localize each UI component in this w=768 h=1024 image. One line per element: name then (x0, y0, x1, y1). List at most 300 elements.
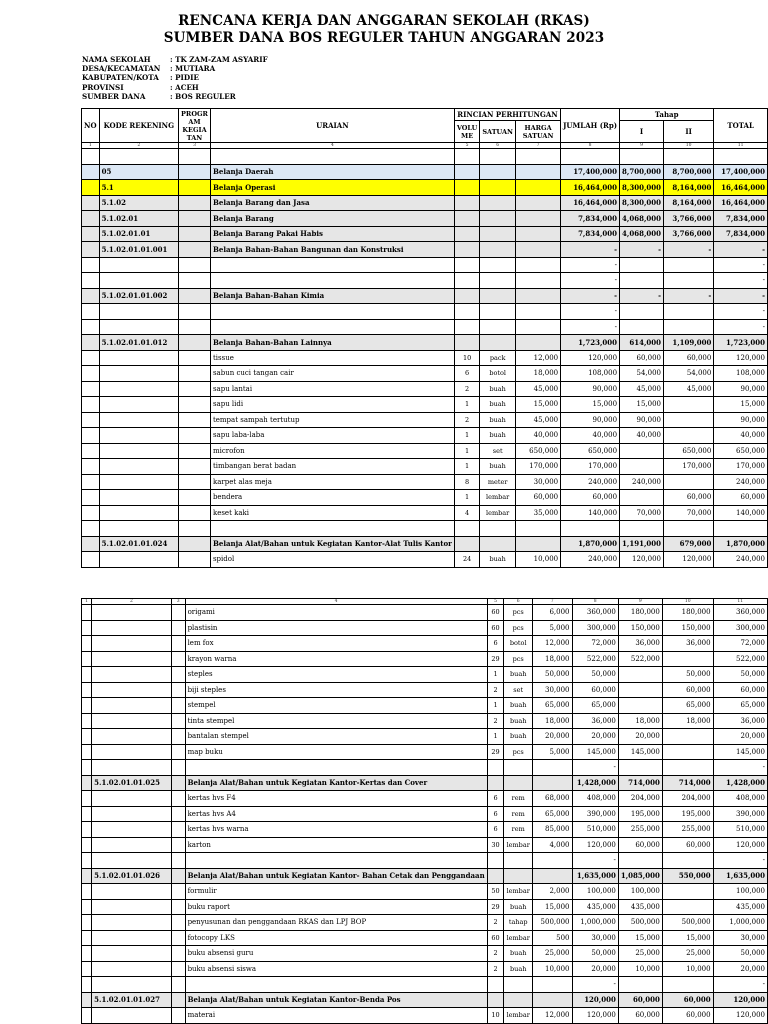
table-cell (620, 304, 664, 320)
table-cell: 18,000 (532, 651, 572, 667)
table-row (82, 713, 768, 729)
info-row (82, 55, 268, 64)
table-cell (179, 459, 211, 475)
table-cell: 35,000 (516, 505, 561, 521)
table-cell: 8 (454, 474, 479, 490)
table-cell: 60,000 (561, 490, 620, 506)
table-cell: 108,000 (714, 366, 768, 382)
table-cell (171, 837, 185, 853)
table-cell: 1 (487, 698, 504, 714)
table-cell (454, 304, 479, 320)
table-row (82, 977, 768, 993)
table-cell: 100,000 (713, 884, 767, 900)
table-cell: 140,000 (714, 505, 768, 521)
table-cell: tinta stempel (185, 713, 487, 729)
table-cell: - (664, 242, 714, 258)
table-cell (179, 180, 211, 196)
table-cell: 5.1.02.01 (99, 211, 178, 227)
table-cell: Belanja Alat/Bahan untuk Kegiatan Kantor-Alat Tulis Kantor (210, 536, 454, 552)
table-cell: rem (504, 791, 533, 807)
info-label: PROVINSI (82, 82, 124, 92)
table-cell (82, 195, 100, 211)
table-cell: 108,000 (561, 366, 620, 382)
table-cell: lembar (480, 490, 516, 506)
account-row (82, 536, 768, 552)
table-cell: 170,000 (664, 459, 714, 475)
table-cell (210, 319, 454, 335)
table-cell (454, 149, 479, 165)
table-cell: 5.1.02.01.01.012 (99, 335, 178, 351)
table-cell: - (664, 288, 714, 304)
info-row (82, 73, 268, 82)
table-cell: 522,000 (572, 651, 618, 667)
account-row (82, 195, 768, 211)
table-cell: 614,000 (620, 335, 664, 351)
table-cell: 240,000 (561, 552, 620, 568)
table-cell: 16,464,000 (714, 180, 768, 196)
table-cell: 05 (99, 164, 178, 180)
table-cell (82, 366, 100, 382)
table-row (82, 791, 768, 807)
table-cell (454, 164, 479, 180)
table-cell (480, 319, 516, 335)
table-cell (92, 636, 172, 652)
table-cell (210, 149, 454, 165)
table-row (82, 412, 768, 428)
table-cell: 12,000 (532, 636, 572, 652)
table-cell (480, 195, 516, 211)
table-cell (454, 242, 479, 258)
table-cell: 170,000 (516, 459, 561, 475)
table-cell: 522,000 (618, 651, 662, 667)
table-cell: 255,000 (618, 822, 662, 838)
table-cell (487, 853, 504, 869)
table-cell (454, 335, 479, 351)
table-cell (92, 698, 172, 714)
table-cell: 204,000 (662, 791, 713, 807)
table-cell (82, 149, 100, 165)
table-cell: 6 (487, 791, 504, 807)
table-cell (662, 651, 713, 667)
account-row (82, 211, 768, 227)
table-cell (82, 667, 92, 683)
table-row (82, 319, 768, 335)
table-cell: lembar (504, 884, 533, 900)
table-cell: 6 (487, 636, 504, 652)
table-cell (179, 257, 211, 273)
table-cell: - (714, 242, 768, 258)
table-cell (92, 930, 172, 946)
table-cell (179, 304, 211, 320)
table-cell: pcs (504, 651, 533, 667)
table-cell: plastisin (185, 620, 487, 636)
table-cell (82, 775, 92, 791)
header-tahap-1: I (620, 121, 664, 143)
table-cell (714, 521, 768, 537)
table-cell: pcs (504, 744, 533, 760)
header-tahap-2: II (664, 121, 714, 143)
table-cell (516, 319, 561, 335)
table-cell (664, 474, 714, 490)
table-cell (179, 149, 211, 165)
table-cell: tempat sampah tertutup (210, 412, 454, 428)
table-cell: 1,870,000 (561, 536, 620, 552)
table-cell: 8,300,000 (620, 195, 664, 211)
table-cell: 40,000 (714, 428, 768, 444)
table-cell (210, 304, 454, 320)
table-cell (504, 760, 533, 776)
table-cell (454, 319, 479, 335)
table-cell (487, 868, 504, 884)
table-cell: 18,000 (532, 713, 572, 729)
table-row (82, 806, 768, 822)
table-cell (516, 335, 561, 351)
table-cell: buah (504, 946, 533, 962)
table-cell (480, 335, 516, 351)
table-cell: sapu lantai (210, 381, 454, 397)
table-cell (82, 899, 92, 915)
table-cell (179, 211, 211, 227)
account-row (82, 868, 768, 884)
table-row (82, 729, 768, 745)
table-cell (82, 521, 100, 537)
table-cell: 65,000 (713, 698, 767, 714)
table-cell: 10,000 (662, 961, 713, 977)
table-row (82, 459, 768, 475)
table-cell (454, 257, 479, 273)
table-cell (82, 946, 92, 962)
table-cell (662, 884, 713, 900)
table-cell (92, 791, 172, 807)
table-cell: 45,000 (664, 381, 714, 397)
table-cell (618, 682, 662, 698)
table-cell: 65,000 (532, 698, 572, 714)
table-cell (664, 257, 714, 273)
table-cell: 70,000 (664, 505, 714, 521)
table-cell (620, 443, 664, 459)
table-cell (82, 853, 92, 869)
table-cell: timbangan berat badan (210, 459, 454, 475)
table-cell: Belanja Bahan-Bahan Bangunan dan Konstruksi (210, 242, 454, 258)
table-cell: 360,000 (572, 605, 618, 621)
school-info (82, 55, 268, 101)
account-row (82, 335, 768, 351)
table-cell: 36,000 (572, 713, 618, 729)
table-cell: 2 (487, 946, 504, 962)
table-cell (179, 428, 211, 444)
table-cell (179, 474, 211, 490)
table-cell: buah (504, 729, 533, 745)
table-cell: 65,000 (532, 806, 572, 822)
table-cell: 40,000 (516, 428, 561, 444)
table-cell: lem fox (185, 636, 487, 652)
table-cell: 18,000 (662, 713, 713, 729)
table-cell (618, 667, 662, 683)
table-cell: 120,000 (620, 552, 664, 568)
table-cell: 60,000 (662, 992, 713, 1008)
table-cell: sapu laba-laba (210, 428, 454, 444)
table-cell (618, 698, 662, 714)
table-cell (82, 713, 92, 729)
table-cell: buah (504, 698, 533, 714)
table-cell: Belanja Alat/Bahan untuk Kegiatan Kantor-Benda Pos (185, 992, 487, 1008)
table-cell: 8,700,000 (664, 164, 714, 180)
table-cell (99, 366, 178, 382)
table-cell (171, 899, 185, 915)
table-cell: 24 (454, 552, 479, 568)
table-cell (92, 651, 172, 667)
table-row (82, 946, 768, 962)
table-cell: set (480, 443, 516, 459)
table-cell (92, 853, 172, 869)
table-cell: 1,109,000 (664, 335, 714, 351)
table-cell: 8,164,000 (664, 180, 714, 196)
table-cell: 714,000 (618, 775, 662, 791)
table-cell (185, 853, 487, 869)
table-cell (92, 977, 172, 993)
table-cell: buah (504, 961, 533, 977)
table-row (82, 651, 768, 667)
table-cell: 7,834,000 (561, 211, 620, 227)
table-cell (516, 226, 561, 242)
table-cell: - (561, 257, 620, 273)
column-number: 11 (713, 599, 767, 605)
table-cell: Belanja Daerah (210, 164, 454, 180)
table-cell: 145,000 (713, 744, 767, 760)
table-cell: 5.1.02.01.01.025 (92, 775, 172, 791)
table-cell: 5.1 (99, 180, 178, 196)
table-cell: Belanja Barang Pakai Habis (210, 226, 454, 242)
table-cell: buah (480, 381, 516, 397)
table-cell (171, 806, 185, 822)
column-number: 3 (179, 143, 211, 149)
table-cell: 650,000 (714, 443, 768, 459)
table-cell: 1,191,000 (620, 536, 664, 552)
table-cell: 50,000 (713, 667, 767, 683)
table-cell: 45,000 (516, 412, 561, 428)
column-number: 1 (82, 599, 92, 605)
table-cell (171, 946, 185, 962)
table-cell (664, 149, 714, 165)
table-cell: 16,464,000 (561, 180, 620, 196)
rkas-table-page2 (81, 598, 768, 1024)
table-cell: 5,000 (532, 744, 572, 760)
table-cell (480, 288, 516, 304)
table-cell: 54,000 (620, 366, 664, 382)
table-cell (82, 884, 92, 900)
table-cell (532, 853, 572, 869)
table-cell: 1 (454, 443, 479, 459)
table-cell: - (713, 760, 767, 776)
table-cell (82, 164, 100, 180)
table-cell (480, 242, 516, 258)
table-cell (620, 490, 664, 506)
table-row (82, 474, 768, 490)
table-cell: 408,000 (713, 791, 767, 807)
table-cell (516, 257, 561, 273)
table-cell: 180,000 (662, 605, 713, 621)
header-program-kegiatan: PROGR AM KEGIA TAN (179, 109, 211, 143)
table-cell: 25,000 (532, 946, 572, 962)
table-cell (92, 605, 172, 621)
table-cell (171, 822, 185, 838)
table-row (82, 620, 768, 636)
table-cell (82, 552, 100, 568)
table-cell (179, 319, 211, 335)
table-cell (99, 474, 178, 490)
table-cell (82, 729, 92, 745)
table-cell: 15,000 (516, 397, 561, 413)
table-cell: 2 (454, 412, 479, 428)
table-cell: lembar (504, 930, 533, 946)
table-cell (82, 837, 92, 853)
table-cell (480, 180, 516, 196)
table-cell: 10,000 (618, 961, 662, 977)
table-cell: 240,000 (561, 474, 620, 490)
table-cell: 4 (454, 505, 479, 521)
table-cell: 1,428,000 (572, 775, 618, 791)
table-cell: meter (480, 474, 516, 490)
table-cell (454, 273, 479, 289)
table-cell (504, 992, 533, 1008)
table-cell: buah (504, 899, 533, 915)
table-cell (171, 791, 185, 807)
table-cell: 510,000 (572, 822, 618, 838)
table-cell: 30 (487, 837, 504, 853)
table-cell (82, 257, 100, 273)
table-cell: - (572, 760, 618, 776)
table-cell (82, 992, 92, 1008)
table-cell: 50,000 (713, 946, 767, 962)
account-row (82, 180, 768, 196)
table-cell: 150,000 (662, 620, 713, 636)
column-number: 9 (620, 143, 664, 149)
table-cell: 140,000 (561, 505, 620, 521)
table-cell (179, 381, 211, 397)
table-cell (210, 273, 454, 289)
table-cell: set (504, 682, 533, 698)
table-cell (92, 729, 172, 745)
table-cell (516, 180, 561, 196)
table-cell (171, 698, 185, 714)
table-cell: 20,000 (572, 961, 618, 977)
table-cell (179, 490, 211, 506)
table-cell (99, 428, 178, 444)
table-cell: 1 (454, 397, 479, 413)
table-cell (662, 899, 713, 915)
table-cell (99, 257, 178, 273)
table-row (82, 552, 768, 568)
table-cell (92, 744, 172, 760)
account-row (82, 226, 768, 242)
table-cell: buah (480, 412, 516, 428)
table-cell: 255,000 (662, 822, 713, 838)
column-number: 5 (454, 143, 479, 149)
table-cell (82, 335, 100, 351)
table-cell (454, 226, 479, 242)
table-cell (179, 505, 211, 521)
table-cell: 500 (532, 930, 572, 946)
table-cell: 360,000 (713, 605, 767, 621)
table-cell: 20,000 (572, 729, 618, 745)
table-cell: 7,834,000 (714, 226, 768, 242)
table-cell: 500,000 (662, 915, 713, 931)
table-cell: 70,000 (620, 505, 664, 521)
table-cell: 15,000 (532, 899, 572, 915)
table-cell: 4,000 (532, 837, 572, 853)
table-cell (99, 149, 178, 165)
table-cell: 180,000 (618, 605, 662, 621)
table-cell: bantalan stempel (185, 729, 487, 745)
table-cell: buah (480, 428, 516, 444)
table-cell (210, 257, 454, 273)
table-cell: 20,000 (713, 961, 767, 977)
table-cell (99, 443, 178, 459)
table-cell (171, 977, 185, 993)
table-cell (516, 211, 561, 227)
table-cell (664, 319, 714, 335)
table-cell: 510,000 (713, 822, 767, 838)
table-cell: 30,000 (532, 682, 572, 698)
table-cell: 100,000 (618, 884, 662, 900)
table-cell: 650,000 (561, 443, 620, 459)
table-cell: 1,085,000 (618, 868, 662, 884)
table-cell (516, 288, 561, 304)
table-cell: - (714, 319, 768, 335)
info-value: : PIDIE (170, 73, 199, 83)
table-cell: 170,000 (561, 459, 620, 475)
header-uraian: URAIAN (210, 109, 454, 143)
table-cell: microfon (210, 443, 454, 459)
table-cell: 10 (487, 1008, 504, 1024)
table-cell: 60,000 (620, 350, 664, 366)
table-cell: lembar (504, 1008, 533, 1024)
table-cell: 12,000 (532, 1008, 572, 1024)
table-cell (82, 242, 100, 258)
table-row (82, 930, 768, 946)
table-cell (487, 760, 504, 776)
table-cell (532, 992, 572, 1008)
header-volume: VOLU ME (454, 121, 479, 143)
table-cell: - (714, 273, 768, 289)
table-cell: 2 (454, 381, 479, 397)
table-cell (516, 273, 561, 289)
table-cell (82, 620, 92, 636)
table-cell: 3,766,000 (664, 226, 714, 242)
table-cell: 650,000 (516, 443, 561, 459)
table-cell (662, 744, 713, 760)
table-cell: 120,000 (714, 350, 768, 366)
column-number: 6 (504, 599, 533, 605)
table-cell: 5,000 (532, 620, 572, 636)
table-cell (171, 884, 185, 900)
table-cell: 15,000 (618, 930, 662, 946)
table-cell: 16,464,000 (561, 195, 620, 211)
table-cell (92, 961, 172, 977)
table-cell (480, 304, 516, 320)
column-number: 3 (171, 599, 185, 605)
table-cell (82, 698, 92, 714)
table-cell (454, 195, 479, 211)
table-cell: buku absensi guru (185, 946, 487, 962)
table-cell (210, 521, 454, 537)
table-cell (171, 915, 185, 931)
table-cell: 45,000 (620, 381, 664, 397)
table-cell (662, 853, 713, 869)
table-cell: botol (504, 636, 533, 652)
table-cell: 300,000 (572, 620, 618, 636)
table-cell: Belanja Barang (210, 211, 454, 227)
